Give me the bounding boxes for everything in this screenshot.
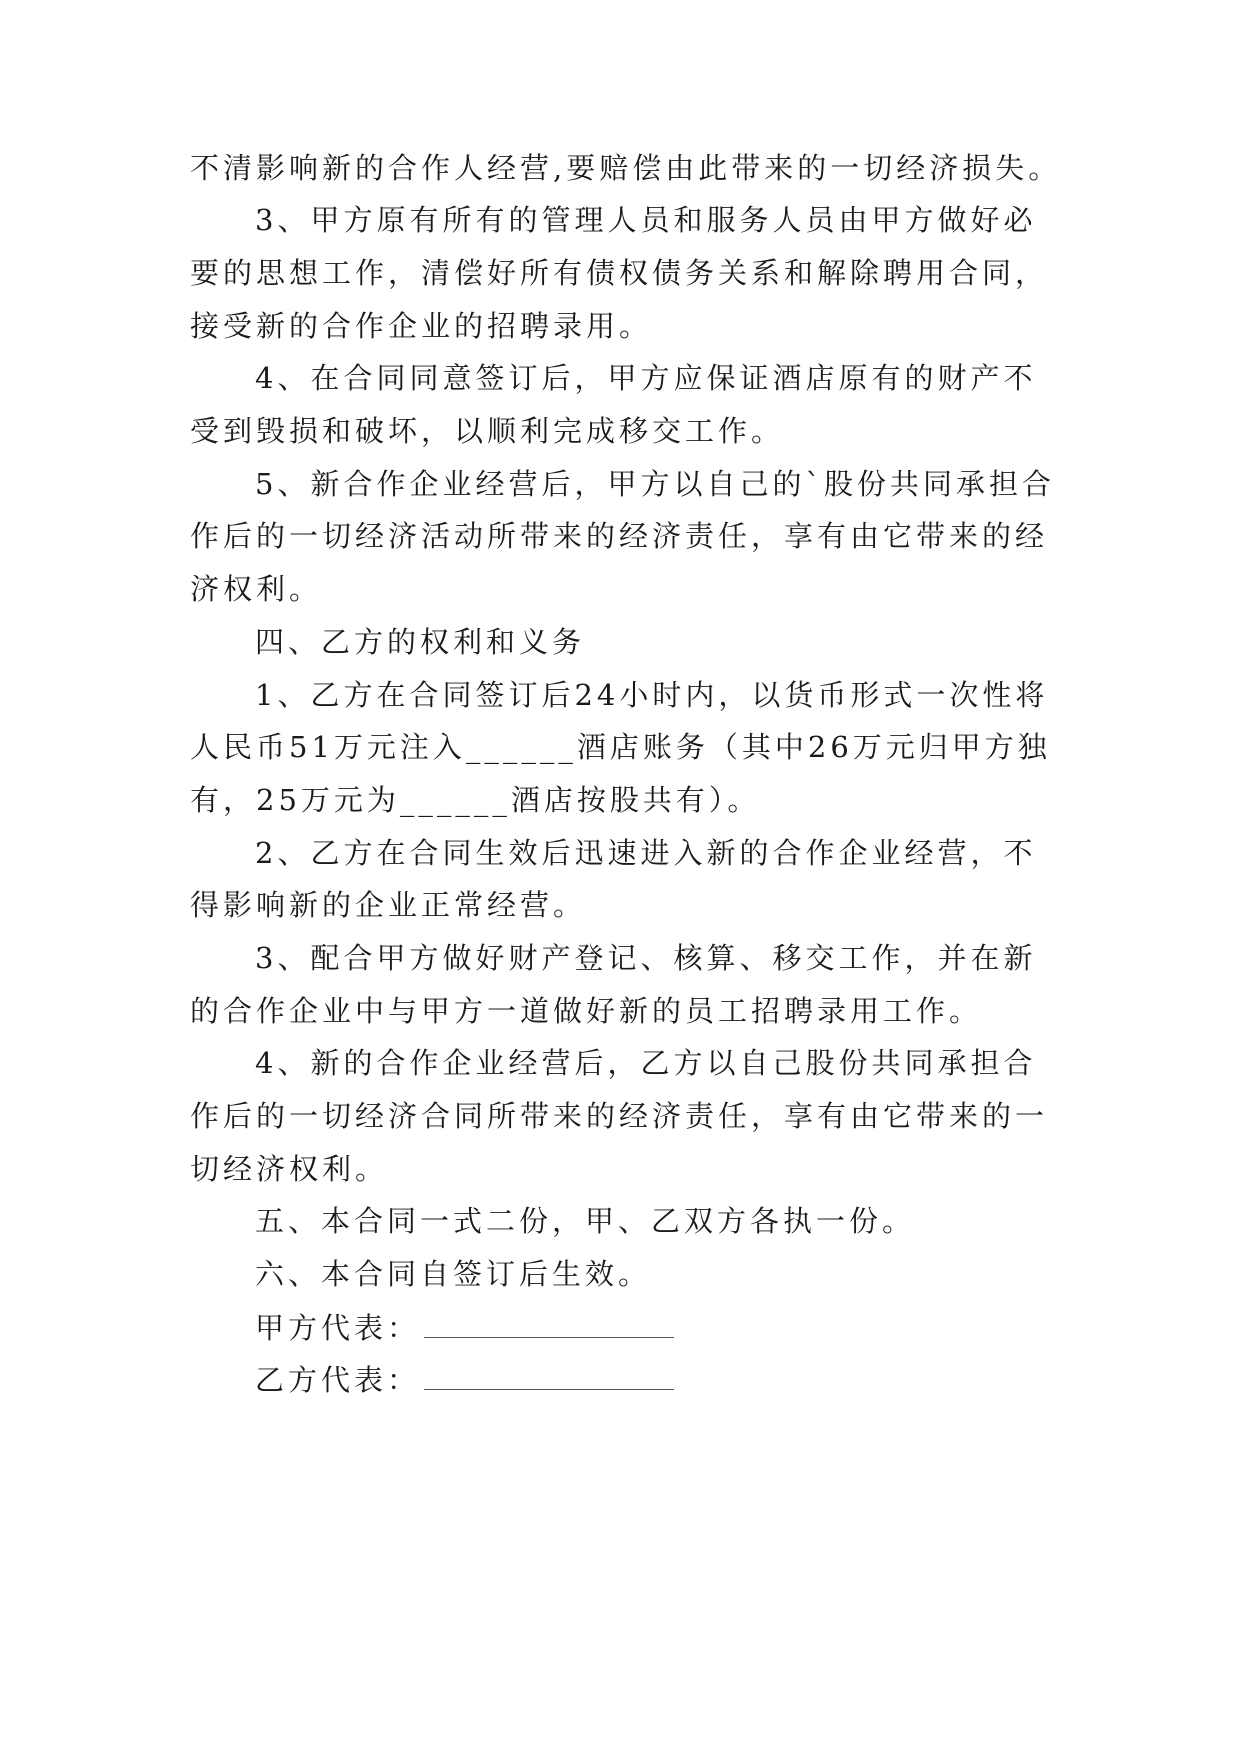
text-line: 不清影响新的合作人经营,要赔偿由此带来的一切经济损失。 [190, 151, 1062, 185]
text-line: 有，25万元为______酒店按股共有）。 [190, 783, 761, 817]
text-line: 受到毁损和破坏，以顺利完成移交工作。 [190, 414, 785, 448]
text-line: 作后的一切经济合同所带来的经济责任，享有由它带来的一 [190, 1099, 1049, 1133]
text-line: 要的思想工作，清偿好所有债权债务关系和解除聘用合同， [190, 256, 1049, 290]
party-b-label: 乙方代表： [255, 1363, 421, 1397]
party-b-signature-blank[interactable] [424, 1359, 674, 1390]
text-line: 的合作企业中与甲方一道做好新的员工招聘录用工作。 [190, 994, 983, 1028]
party-a-signature-blank[interactable] [424, 1307, 674, 1338]
text-line: 作后的一切经济活动所带来的经济责任，享有由它带来的经 [190, 519, 1049, 553]
text-line: 1、乙方在合同签订后24小时内，以货币形式一次性将 [255, 678, 1049, 712]
party-b-signature-row [255, 1359, 674, 1399]
text-line: 3、配合甲方做好财产登记、核算、移交工作，并在新 [255, 941, 1037, 975]
text-line: 5、新合作企业经营后，甲方以自己的`股份共同承担合 [255, 467, 1055, 501]
text-line: 4、新的合作企业经营后，乙方以自己股份共同承担合 [255, 1046, 1037, 1080]
section-heading: 六、本合同自签订后生效。 [255, 1257, 652, 1291]
text-line: 接受新的合作企业的招聘录用。 [190, 309, 653, 343]
text-line: 得影响新的企业正常经营。 [190, 888, 587, 922]
text-line: 切经济权利。 [190, 1152, 389, 1186]
text-line: 4、在合同同意签订后，甲方应保证酒店原有的财产不 [255, 361, 1037, 395]
party-a-signature-row [255, 1307, 674, 1347]
party-a-label: 甲方代表： [255, 1311, 421, 1345]
text-line: 2、乙方在合同生效后迅速进入新的合作企业经营，不 [255, 836, 1037, 870]
text-line: 济权利。 [190, 572, 323, 606]
section-heading: 五、本合同一式二份，甲、乙双方各执一份。 [255, 1204, 916, 1238]
text-line: 人民币51万元注入______酒店账务（其中26万元归甲方独 [190, 730, 1051, 764]
section-heading: 四、乙方的权利和义务 [255, 625, 586, 659]
text-line: 3、甲方原有所有的管理人员和服务人员由甲方做好必 [255, 203, 1037, 237]
